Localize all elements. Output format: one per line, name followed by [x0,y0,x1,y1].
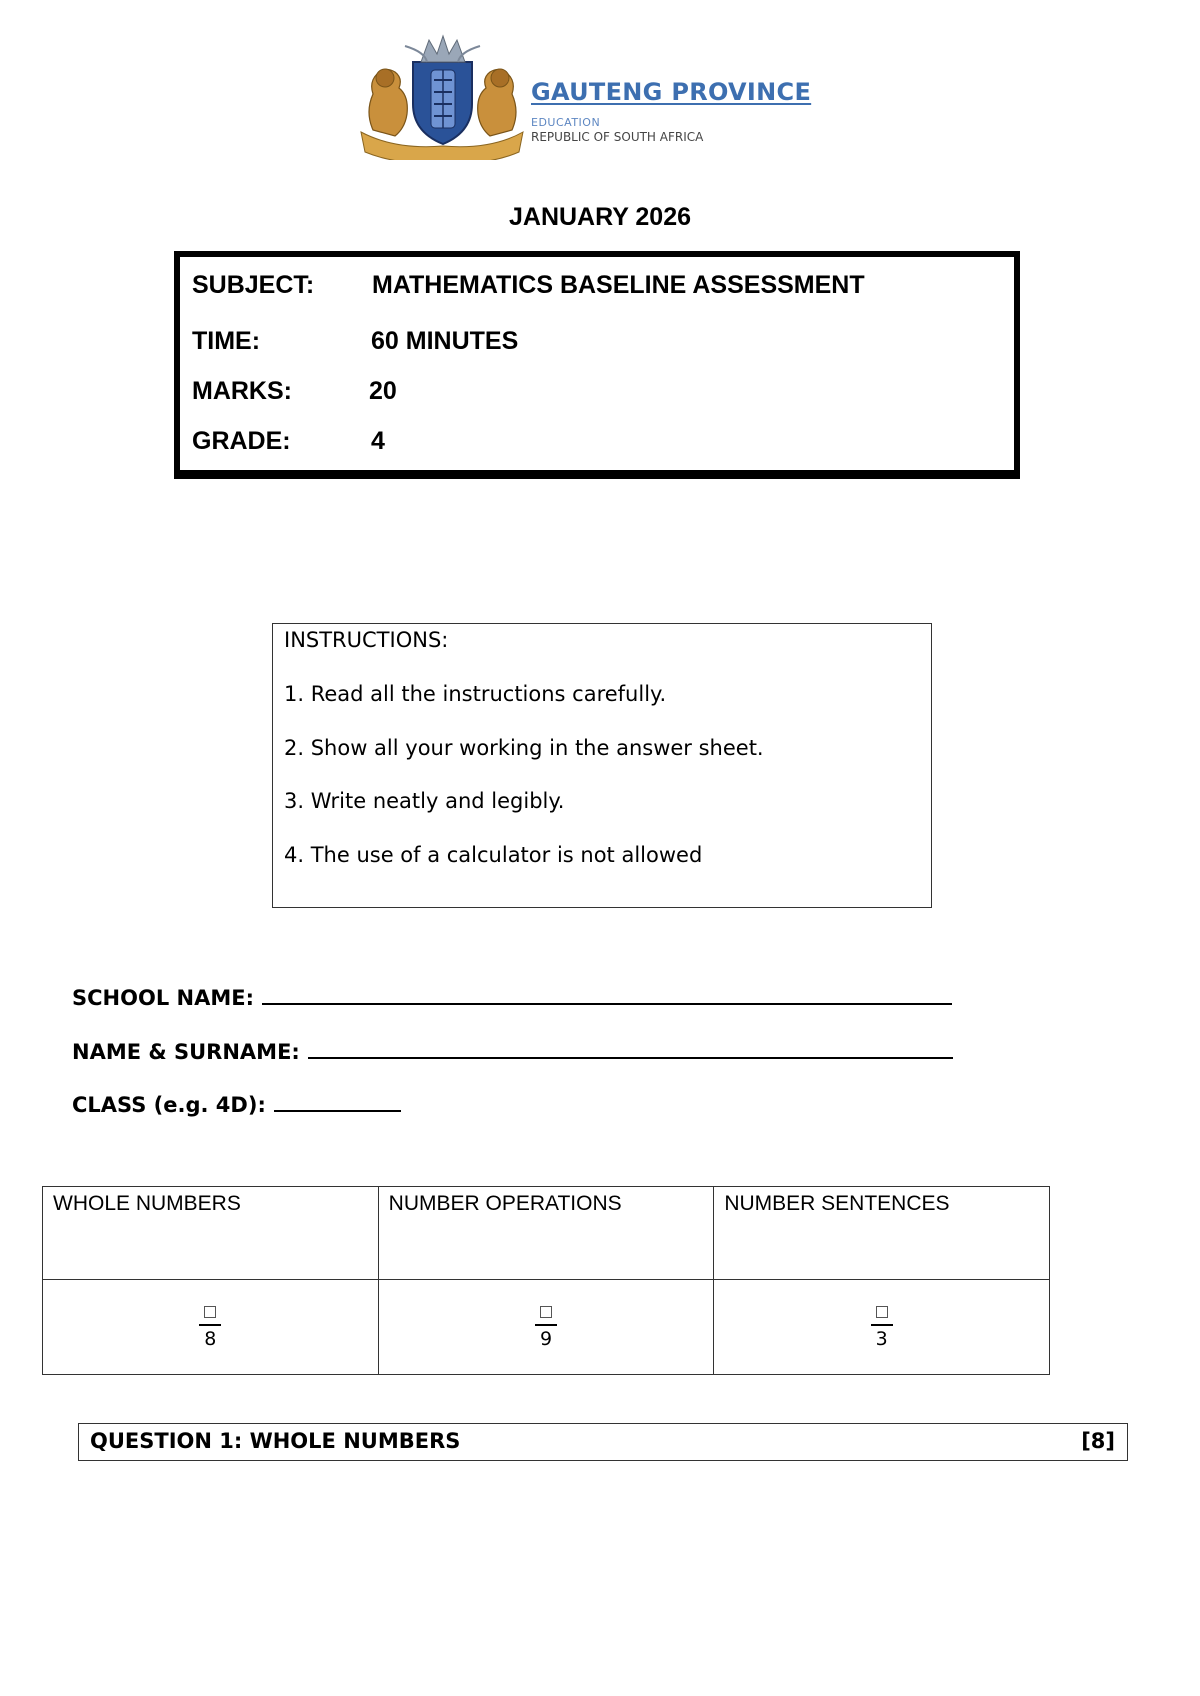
score-cell-whole-numbers[interactable] [43,1280,379,1375]
score-table-value-row [43,1280,1050,1375]
instructions-heading: INSTRUCTIONS: [284,628,449,652]
score-total: 9 [539,1327,553,1350]
score-total: 8 [204,1327,217,1350]
column-header-number-operations: NUMBER OPERATIONS [378,1187,714,1280]
class-blank[interactable] [274,1096,401,1112]
logo-country: REPUBLIC OF SOUTH AFRICA [531,130,704,144]
score-cell-number-operations[interactable] [378,1280,714,1375]
school-name-blank[interactable] [262,989,952,1005]
time-label: TIME: [192,327,261,355]
empty-box-icon [204,1306,216,1318]
question-marks: [8] [1081,1429,1115,1453]
grade-label: GRADE: [192,427,291,455]
question-1-header [78,1423,1128,1461]
class-label: CLASS (e.g. 4D): [72,1093,266,1117]
coat-of-arms-icon [355,32,530,160]
name-surname-field[interactable] [72,1040,953,1064]
class-field[interactable] [72,1093,401,1117]
subject-label: SUBJECT: [192,271,315,299]
column-header-whole-numbers: WHOLE NUMBERS [43,1187,379,1280]
school-name-field[interactable] [72,986,952,1010]
score-total: 3 [875,1327,888,1350]
score-cell-number-sentences[interactable] [714,1280,1050,1375]
marks-label: MARKS: [192,377,292,405]
school-name-label: SCHOOL NAME: [72,986,254,1010]
marks-value: 20 [369,377,397,405]
assessment-details-box [174,251,1020,476]
empty-box-icon [876,1306,888,1318]
question-title: QUESTION 1: WHOLE NUMBERS [90,1429,461,1453]
instruction-item: 3. Write neatly and legibly. [284,789,565,813]
score-fraction [199,1305,221,1349]
logo-department: EDUCATION [531,116,601,129]
instructions-box [272,623,932,908]
column-header-number-sentences: NUMBER SENTENCES [714,1187,1050,1280]
name-surname-blank[interactable] [308,1043,953,1059]
name-surname-label: NAME & SURNAME: [72,1040,300,1064]
score-table-header-row [43,1187,1050,1280]
empty-box-icon [540,1306,552,1318]
score-fraction [535,1305,557,1349]
instruction-item: 2. Show all your working in the answer sheet. [284,736,764,760]
subject-value: MATHEMATICS BASELINE ASSESSMENT [372,271,865,299]
exam-month: JANUARY 2026 [508,203,692,231]
gauteng-logo [355,32,825,160]
instruction-item: 1. Read all the instructions carefully. [284,682,667,706]
time-value: 60 MINUTES [371,327,519,355]
score-fraction [871,1305,893,1349]
instruction-item: 4. The use of a calculator is not allowed [284,843,703,867]
logo-title: GAUTENG PROVINCE [531,78,812,106]
grade-value: 4 [371,427,385,455]
score-table [42,1186,1050,1375]
